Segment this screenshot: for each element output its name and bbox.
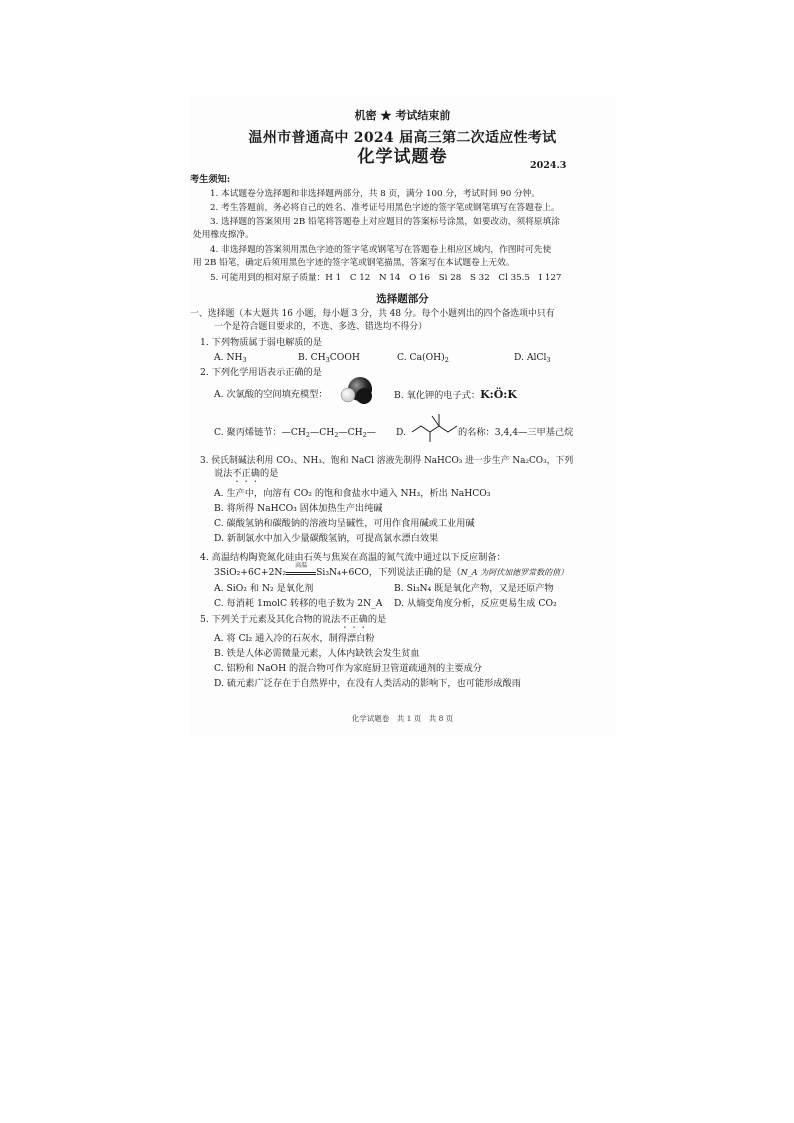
- q2-option-b: B. 氧化钾的电子式：K:Ö:K: [394, 388, 517, 401]
- q2-option-d-name: 的名称：3,4,4—三甲基己烷: [458, 427, 574, 438]
- potassium-oxide-electron-formula: K:Ö:K: [480, 388, 517, 401]
- q5-option-d: D. 硫元素广泛存在于自然界中，在没有人类活动的影响下，也可能形成酸雨: [214, 678, 521, 689]
- q2-option-c: C. 聚丙烯链节：$—CH_2—CH_2—CH_2—$: [214, 427, 376, 439]
- q3-stem-1: 3. 侯氏制碱法利用 CO₂、NH₃、饱和 NaCl 溶液先制得 NaHCO₃ 进一步生产 Na₂CO₃，下列: [200, 456, 574, 466]
- q1-option-d: D. AlCl$_3$: [514, 352, 551, 364]
- section-1-instructions-1: 一、选择题（本大题共 16 小题，每小题 3 分，共 48 分。每个小题列出的四个备选项中只有: [190, 309, 555, 319]
- q5-option-b: B. 铁是人体必需微量元素，人体内缺铁会发生贫血: [214, 648, 420, 659]
- q1-option-c: C. $Ca(OH)_2$: [397, 352, 449, 364]
- note-5: 5. 可能用到的相对原子质量：H 1 C 12 N 14 O 16 Si 28 S 32 Cl 35.5 I 127: [210, 273, 562, 283]
- exam-title: 温州市普通高中 2024 届高三第二次适应性考试: [248, 130, 557, 146]
- skeletal-formula: [410, 408, 460, 444]
- q1-stem: 1. 下列物质属于弱电解质的是: [200, 337, 322, 348]
- hypochlorous-acid-model: [340, 376, 374, 406]
- q5-option-c: C. 铝粉和 NaOH 的混合物可作为家庭厨卫管道疏通剂的主要成分: [214, 663, 482, 674]
- notes-heading: 考生须知:: [190, 174, 231, 185]
- q5-option-a: A. 将 Cl₂ 通入冷的石灰水，制得漂白粉: [214, 633, 375, 644]
- q3-option-d: D. 新制氯水中加入少量碳酸氢钠，可提高氯水漂白效果: [214, 533, 439, 544]
- q4-stem-1: 4. 高温结构陶瓷氮化硅由石英与焦炭在高温的氮气流中通过以下反应制备：: [200, 552, 506, 563]
- q2-option-d-label: D.: [396, 427, 406, 438]
- note-1: 1. 本试题卷分选择题和非选择题两部分，共 8 页，满分 100 分，考试时间 90 分钟。: [210, 189, 541, 199]
- q4-condition: 高温: [295, 562, 308, 569]
- note-3b: 处用橡皮擦净。: [193, 230, 254, 240]
- q3-option-b: B. 将所得 NaHCO₃ 固体加热生产出纯碱: [214, 503, 383, 514]
- q2-option-a: A. 次氯酸的空间填充模型：: [214, 389, 328, 400]
- q1-option-b: B. $CH_3COOH$: [298, 352, 360, 364]
- q1-option-a: A. $NH_3$: [214, 352, 247, 364]
- note-4a: 4. 非选择题的答案须用黑色字迹的签字笔或钢笔写在答题卷上相应区域内，作图时可先使: [210, 245, 552, 255]
- q4-option-a: A. SiO₂ 和 N₂ 是氧化剂: [214, 583, 314, 594]
- part-title: 选择题部分: [376, 293, 429, 305]
- q5-stem: 5. 下列关于元素及其化合物的说法不正确的是: [200, 614, 387, 625]
- q4-option-c: C. 每消耗 1molC 转移的电子数为 2N_A: [214, 598, 383, 609]
- note-4b: 用 2B 铅笔，确定后须用黑色字迹的签字笔或钢笔描黑，答案写在本试题卷上无效。: [193, 258, 515, 268]
- note-2: 2. 考生答题前，务必将自己的姓名、准考证号用黑色字迹的签字笔或钢笔填写在答题卷上。: [210, 203, 560, 213]
- exam-page: [190, 96, 615, 736]
- q3-option-a: A. 生产中，向溶有 CO₂ 的饱和食盐水中通入 NH₃，析出 NaHCO₃: [214, 488, 491, 499]
- q3-option-c: C. 碳酸氢钠和碳酸钠的溶液均呈碱性，可用作食用碱或工业用碱: [214, 518, 475, 529]
- q4-option-d: D. 从熵变角度分析，反应更易生成 CO₂: [394, 598, 557, 609]
- paper-title: 化学试题卷: [357, 147, 448, 167]
- q2-stem: 2. 下列化学用语表示正确的是: [200, 367, 322, 378]
- page-footer: 化学试题卷 共 1 页 共 8 页: [351, 714, 454, 723]
- q4-option-b: B. Si₃N₄ 既是氧化产物，又是还原产物: [394, 583, 554, 594]
- q4-equation: 3SiO₂+6C+2N₂ 高温 Si₃N₄+6CO，下列说法正确的是（N_A 为阿伏加德罗常数的值）: [214, 562, 569, 578]
- note-3a: 3. 选择题的答案须用 2B 铅笔将答题卷上对应题目的答案标号涂黑，如要改动，须将原填涂: [210, 217, 560, 227]
- q3-stem-2: 说法不正确的是: [214, 468, 279, 479]
- confidential-label: 机密 ★ 考试结束前: [354, 109, 451, 122]
- exam-date: 2024.3: [530, 160, 567, 171]
- section-1-instructions-2: 一个是符合题目要求的，不选、多选、错选均不得分）: [214, 322, 427, 332]
